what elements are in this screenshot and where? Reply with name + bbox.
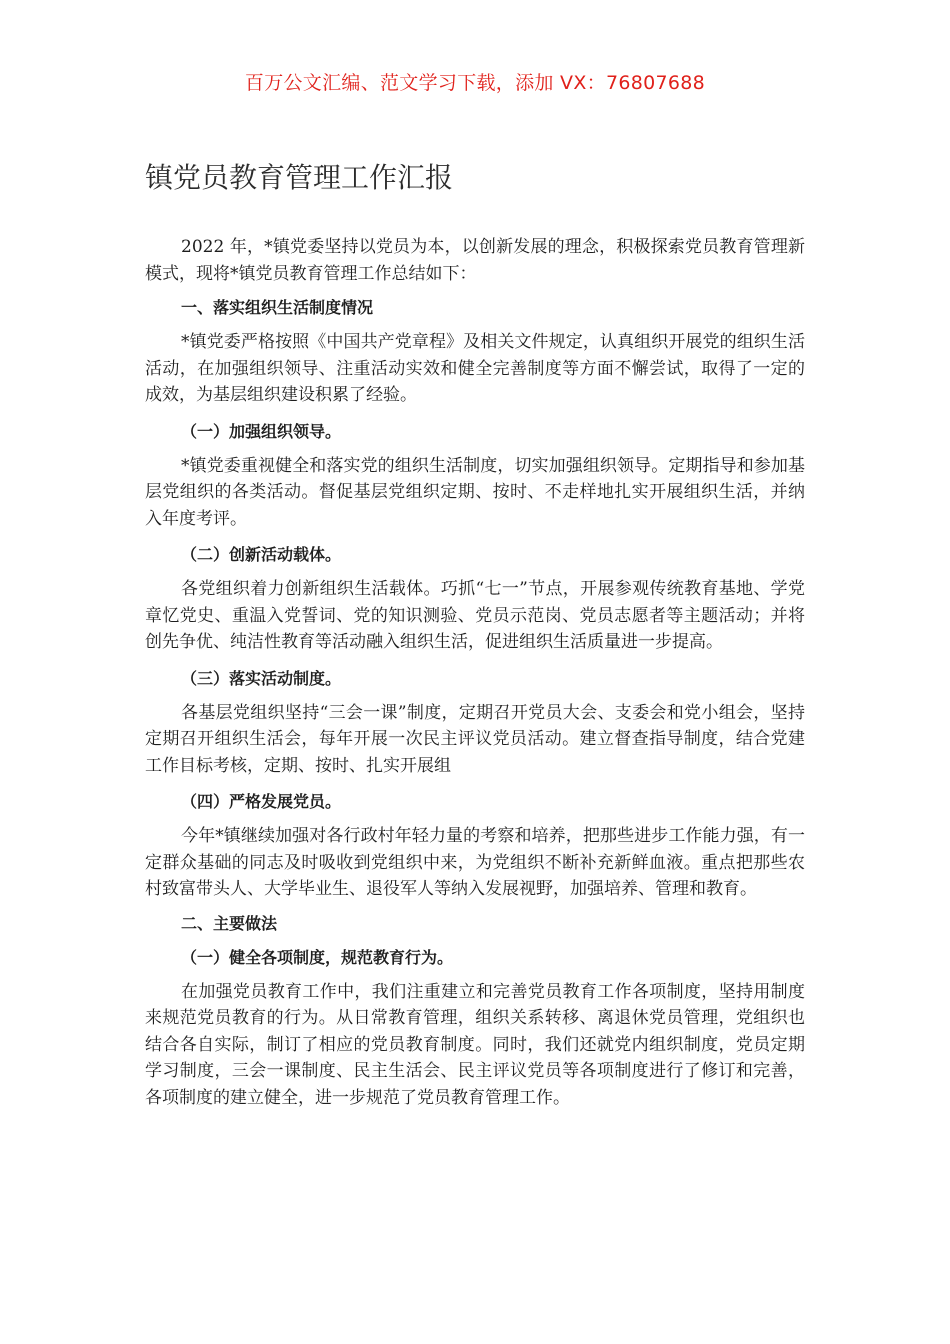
document-body — [145, 234, 805, 1111]
section-heading-2: 二、主要做法 — [181, 913, 278, 933]
subsection-heading: （四）严格发展党员。 — [181, 792, 342, 811]
subsection-paragraph: *镇党委重视健全和落实党的组织生活制度，切实加强组织领导。定期指导和参加基层党组织的各类活动。督促基层党组织定期、按时、不走样地扎实开展组织生活，并纳入年度考评。 — [145, 455, 805, 529]
intro-paragraph: 2022 年，*镇党委坚持以党员为本，以创新发展的理念，积极探索党员教育管理新模式，现将*镇党员教育管理工作总结如下： — [145, 237, 805, 284]
subsection-paragraph: 在加强党员教育工作中，我们注重建立和完善党员教育工作各项制度，坚持用制度来规范党员教育的行为。从日常教育管理，组织关系转移、离退休党员管理，党组织也结合各自实际，制订了相应的党员教育制度。同时，我们还就党内组织制度，党员定期学习制度，三会一课制度、民主生活会、民主评议党员等各项制度进行了修订和完善，各项制度的建立健全，进一步规范了党员教育管理工作。 — [145, 981, 805, 1108]
page-title: 镇党员教育管理工作汇报 — [145, 161, 454, 194]
subsection-heading: （一）加强组织领导。 — [181, 421, 342, 441]
subsection-heading: （二）创新活动载体。 — [181, 545, 342, 564]
promo-banner: 百万公文汇编、范文学习下载，添加 VX：76807688 — [244, 72, 706, 94]
subsection-paragraph: 各党组织着力创新组织生活载体。巧抓“七一”节点，开展参观传统教育基地、学党章忆党史、重温入党誓词、党的知识测验、党员示范岗、党员志愿者等主题活动；并将创先争优、纯洁性教育等活动融入组织生活，促进组织生活质量进一步提高。 — [145, 579, 805, 652]
section-heading-1: 一、落实组织生活制度情况 — [181, 298, 374, 317]
subsection-paragraph: 今年*镇继续加强对各行政村年轻力量的考察和培养，把那些进步工作能力强，有一定群众基础的同志及时吸收到党组织中来，为党组织不断补充新鲜血液。重点把那些农村致富带头人、大学毕业生、退役军人等纳入发展视野，加强培养、管理和教育。 — [145, 826, 805, 899]
section-1-paragraph: *镇党委严格按照《中国共产党章程》及相关文件规定，认真组织开展党的组织生活活动，在加强组织领导、注重活动实效和健全完善制度等方面不懈尝试，取得了一定的成效，为基层组织建设积累了经验。 — [145, 332, 805, 405]
subsection-heading: （三）落实活动制度。 — [181, 668, 342, 688]
subsection-paragraph: 各基层党组织坚持“三会一课”制度，定期召开党员大会、支委会和党小组会，坚持定期召开组织生活会，每年开展一次民主评议党员活动。建立督查指导制度，结合党建工作目标考核，定期、按时、扎实开展组 — [145, 702, 805, 776]
subsection-heading: （一）健全各项制度，规范教育行为。 — [181, 947, 454, 967]
